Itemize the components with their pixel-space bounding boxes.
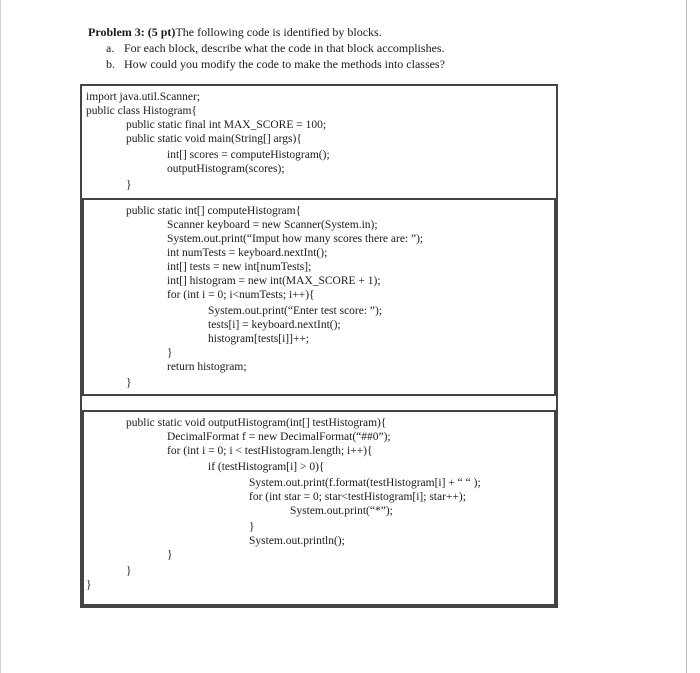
code-line: outputHistogram(scores);: [167, 163, 285, 175]
code-line: if (testHistogram[i] > 0){: [208, 461, 325, 473]
code-line: System.out.print(“Imput how many scores there are: ”);: [167, 233, 424, 245]
left-page-edge: [0, 0, 1, 673]
code-line: for (int i = 0; i<numTests; i++){: [167, 289, 315, 301]
question-b: [106, 56, 445, 72]
code-line: public static int[] computeHistogram{: [126, 205, 302, 217]
problem-header: [88, 24, 445, 72]
problem-title: [88, 24, 445, 40]
code-line: }: [126, 179, 132, 191]
code-line: }: [126, 377, 132, 389]
right-page-edge: [686, 0, 687, 673]
code-line: }: [86, 579, 92, 591]
code-line: int[] scores = computeHistogram();: [167, 149, 330, 161]
code-line: }: [167, 549, 173, 561]
code-line: public static void outputHistogram(int[] testHistogram){: [126, 417, 387, 429]
code-line: int[] tests = new int[numTests];: [167, 261, 312, 273]
problem-title-bold: Problem 3: (5 pt): [88, 25, 176, 39]
code-line: import java.util.Scanner;: [86, 91, 201, 103]
code-line: int[] histogram = new int(MAX_SCORE + 1);: [167, 275, 381, 287]
question-a-text: For each block, describe what the code in that block accomplishes.: [124, 41, 445, 55]
code-line: }: [249, 521, 255, 533]
code-line: }: [167, 347, 173, 359]
code-line: System.out.print(“*”);: [290, 505, 393, 517]
code-line: histogram[tests[i]]++;: [208, 333, 310, 345]
code-line: for (int star = 0; star<testHistogram[i]; star++);: [249, 491, 466, 503]
code-line: System.out.print(f.format(testHistogram[i] + “ “ );: [249, 477, 481, 489]
code-line: DecimalFormat f = new DecimalFormat(“##0”);: [167, 431, 391, 443]
code-line: int numTests = keyboard.nextInt();: [167, 247, 328, 259]
code-line: public class Histogram{: [86, 105, 197, 117]
code-line: }: [126, 565, 132, 577]
code-line: Scanner keyboard = new Scanner(System.in);: [167, 219, 378, 231]
code-line: public static void main(String[] args){: [126, 133, 302, 145]
question-a-letter: a.: [106, 41, 115, 55]
question-b-text: How could you modify the code to make the methods into classes?: [124, 57, 445, 71]
code-line: System.out.println();: [249, 535, 345, 547]
code-line: for (int i = 0; i < testHistogram.length; i++){: [167, 445, 373, 457]
problem-title-text: The following code is identified by blocks.: [175, 25, 382, 39]
code-line: tests[i] = keyboard.nextInt();: [208, 319, 341, 331]
code-line: return histogram;: [167, 361, 247, 373]
question-b-letter: b.: [106, 57, 115, 71]
question-a: [106, 40, 445, 56]
code-line: public static final int MAX_SCORE = 100;: [126, 119, 327, 131]
code-line: System.out.print(“Enter test score: ”);: [208, 305, 383, 317]
